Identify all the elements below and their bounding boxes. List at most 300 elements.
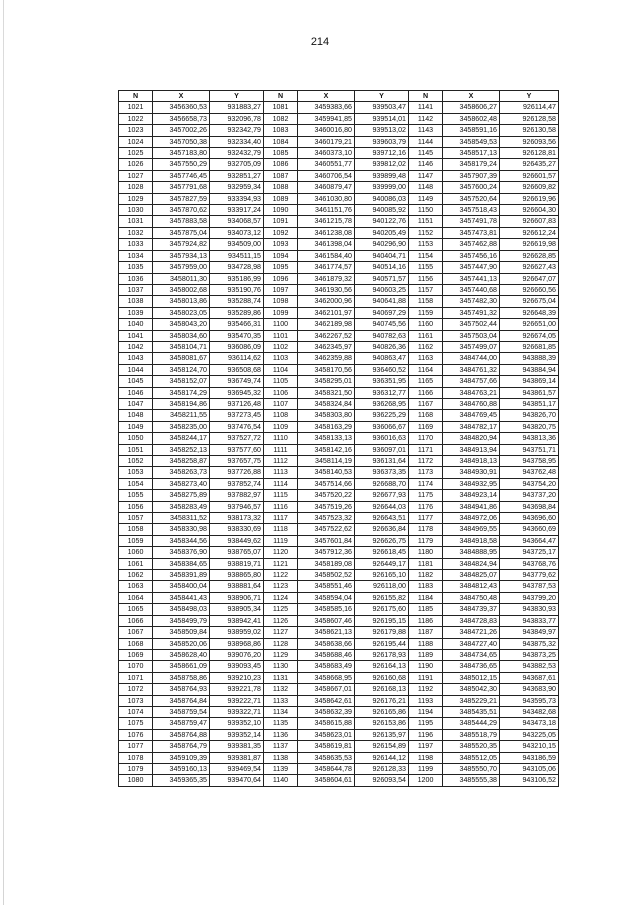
y-coordinate-cell: 943888,39 xyxy=(500,353,559,364)
x-coordinate-cell: 3485550,70 xyxy=(443,763,500,774)
y-coordinate-cell: 934511,15 xyxy=(210,250,264,261)
table-row xyxy=(119,535,559,546)
y-coordinate-cell: 926628,85 xyxy=(500,250,559,261)
y-coordinate-cell: 938905,34 xyxy=(210,604,264,615)
table-row xyxy=(119,421,559,432)
x-coordinate-cell: 3484761,32 xyxy=(443,364,500,375)
table-row xyxy=(119,513,559,524)
point-number-cell: 1031 xyxy=(119,216,153,227)
table-row xyxy=(119,684,559,695)
y-coordinate-cell: 926128,58 xyxy=(500,113,559,124)
table-row xyxy=(119,570,559,581)
y-coordinate-cell: 939812,02 xyxy=(355,159,409,170)
y-coordinate-cell: 939503,47 xyxy=(355,102,409,113)
x-coordinate-cell: 3457491,78 xyxy=(443,216,500,227)
point-number-cell: 1189 xyxy=(409,649,443,660)
y-coordinate-cell: 937726,88 xyxy=(210,467,264,478)
x-coordinate-cell: 3458324,84 xyxy=(298,398,355,409)
point-number-cell: 1157 xyxy=(409,284,443,295)
y-coordinate-cell: 926607,83 xyxy=(500,216,559,227)
y-coordinate-cell: 926609,82 xyxy=(500,182,559,193)
table-row xyxy=(119,638,559,649)
y-coordinate-cell: 926601,57 xyxy=(500,170,559,181)
coordinates-table xyxy=(118,90,559,787)
y-coordinate-cell: 937882,97 xyxy=(210,490,264,501)
point-number-cell: 1050 xyxy=(119,433,153,444)
y-coordinate-cell: 943595,73 xyxy=(500,695,559,706)
x-coordinate-cell: 3484820,94 xyxy=(443,433,500,444)
y-coordinate-cell: 939514,01 xyxy=(355,113,409,124)
x-coordinate-cell: 3458764,93 xyxy=(153,684,210,695)
point-number-cell: 1153 xyxy=(409,239,443,250)
column-header-x: X xyxy=(443,91,500,102)
y-coordinate-cell: 926675,04 xyxy=(500,296,559,307)
point-number-cell: 1094 xyxy=(264,250,298,261)
y-coordinate-cell: 926179,88 xyxy=(355,627,409,638)
y-coordinate-cell: 936131,64 xyxy=(355,456,409,467)
point-number-cell: 1038 xyxy=(119,296,153,307)
y-coordinate-cell: 932851,27 xyxy=(210,170,264,181)
x-coordinate-cell: 3485042,30 xyxy=(443,684,500,695)
point-number-cell: 1052 xyxy=(119,456,153,467)
point-number-cell: 1143 xyxy=(409,125,443,136)
y-coordinate-cell: 939603,79 xyxy=(355,136,409,147)
table-row xyxy=(119,205,559,216)
x-coordinate-cell: 3458321,50 xyxy=(298,387,355,398)
y-coordinate-cell: 943664,47 xyxy=(500,535,559,546)
x-coordinate-cell: 3458594,04 xyxy=(298,592,355,603)
table-row xyxy=(119,182,559,193)
x-coordinate-cell: 3458283,49 xyxy=(153,501,210,512)
y-coordinate-cell: 931883,27 xyxy=(210,102,264,113)
point-number-cell: 1134 xyxy=(264,706,298,717)
point-number-cell: 1021 xyxy=(119,102,153,113)
point-number-cell: 1059 xyxy=(119,535,153,546)
x-coordinate-cell: 3458311,52 xyxy=(153,513,210,524)
y-coordinate-cell: 938959,02 xyxy=(210,627,264,638)
point-number-cell: 1028 xyxy=(119,182,153,193)
point-number-cell: 1109 xyxy=(264,421,298,432)
table-row xyxy=(119,775,559,786)
x-coordinate-cell: 3458509,84 xyxy=(153,627,210,638)
x-coordinate-cell: 3484972,06 xyxy=(443,513,500,524)
table-row xyxy=(119,672,559,683)
x-coordinate-cell: 3462345,97 xyxy=(298,341,355,352)
x-coordinate-cell: 3458170,56 xyxy=(298,364,355,375)
y-coordinate-cell: 937527,72 xyxy=(210,433,264,444)
point-number-cell: 1138 xyxy=(264,752,298,763)
x-coordinate-cell: 3458604,61 xyxy=(298,775,355,786)
y-coordinate-cell: 943698,84 xyxy=(500,501,559,512)
y-coordinate-cell: 939469,54 xyxy=(210,763,264,774)
point-number-cell: 1062 xyxy=(119,570,153,581)
x-coordinate-cell: 3458081,67 xyxy=(153,353,210,364)
y-coordinate-cell: 943826,70 xyxy=(500,410,559,421)
point-number-cell: 1030 xyxy=(119,205,153,216)
point-number-cell: 1074 xyxy=(119,706,153,717)
y-coordinate-cell: 943779,62 xyxy=(500,570,559,581)
y-coordinate-cell: 935470,35 xyxy=(210,330,264,341)
point-number-cell: 1152 xyxy=(409,227,443,238)
point-number-cell: 1042 xyxy=(119,341,153,352)
y-coordinate-cell: 936086,09 xyxy=(210,341,264,352)
x-coordinate-cell: 3457002,26 xyxy=(153,125,210,136)
x-coordinate-cell: 3485012,15 xyxy=(443,672,500,683)
x-coordinate-cell: 3458615,88 xyxy=(298,718,355,729)
y-coordinate-cell: 936066,67 xyxy=(355,421,409,432)
y-coordinate-cell: 943762,48 xyxy=(500,467,559,478)
point-number-cell: 1093 xyxy=(264,239,298,250)
point-number-cell: 1120 xyxy=(264,547,298,558)
x-coordinate-cell: 3458502,52 xyxy=(298,570,355,581)
x-coordinate-cell: 3460879,47 xyxy=(298,182,355,193)
x-coordinate-cell: 3458211,55 xyxy=(153,410,210,421)
y-coordinate-cell: 926128,33 xyxy=(355,763,409,774)
x-coordinate-cell: 3484812,43 xyxy=(443,581,500,592)
y-coordinate-cell: 926681,85 xyxy=(500,341,559,352)
x-coordinate-cell: 3460706,54 xyxy=(298,170,355,181)
x-coordinate-cell: 3458520,06 xyxy=(153,638,210,649)
y-coordinate-cell: 943882,53 xyxy=(500,661,559,672)
x-coordinate-cell: 3484888,95 xyxy=(443,547,500,558)
y-coordinate-cell: 940404,71 xyxy=(355,250,409,261)
x-coordinate-cell: 3458668,95 xyxy=(298,672,355,683)
point-number-cell: 1029 xyxy=(119,193,153,204)
point-number-cell: 1060 xyxy=(119,547,153,558)
x-coordinate-cell: 3457514,66 xyxy=(298,478,355,489)
point-number-cell: 1188 xyxy=(409,638,443,649)
y-coordinate-cell: 939381,35 xyxy=(210,741,264,752)
y-coordinate-cell: 943884,94 xyxy=(500,364,559,375)
x-coordinate-cell: 3457482,30 xyxy=(443,296,500,307)
y-coordinate-cell: 934068,57 xyxy=(210,216,264,227)
table-row xyxy=(119,752,559,763)
x-coordinate-cell: 3484734,65 xyxy=(443,649,500,660)
point-number-cell: 1080 xyxy=(119,775,153,786)
point-number-cell: 1160 xyxy=(409,319,443,330)
x-coordinate-cell: 3458644,78 xyxy=(298,763,355,774)
y-coordinate-cell: 926165,86 xyxy=(355,706,409,717)
y-coordinate-cell: 943873,25 xyxy=(500,649,559,660)
x-coordinate-cell: 3485520,35 xyxy=(443,741,500,752)
y-coordinate-cell: 943725,17 xyxy=(500,547,559,558)
y-coordinate-cell: 938881,64 xyxy=(210,581,264,592)
y-coordinate-cell: 926644,03 xyxy=(355,501,409,512)
point-number-cell: 1199 xyxy=(409,763,443,774)
point-number-cell: 1159 xyxy=(409,307,443,318)
point-number-cell: 1133 xyxy=(264,695,298,706)
x-coordinate-cell: 3485555,38 xyxy=(443,775,500,786)
table-row xyxy=(119,741,559,752)
point-number-cell: 1156 xyxy=(409,273,443,284)
x-coordinate-cell: 3461215,78 xyxy=(298,216,355,227)
x-coordinate-cell: 3457456,16 xyxy=(443,250,500,261)
table-row xyxy=(119,376,559,387)
y-coordinate-cell: 926130,58 xyxy=(500,125,559,136)
x-coordinate-cell: 3458549,53 xyxy=(443,136,500,147)
y-coordinate-cell: 926144,12 xyxy=(355,752,409,763)
column-header-n: N xyxy=(409,91,443,102)
x-coordinate-cell: 3458642,61 xyxy=(298,695,355,706)
point-number-cell: 1148 xyxy=(409,182,443,193)
y-coordinate-cell: 936097,01 xyxy=(355,444,409,455)
point-number-cell: 1095 xyxy=(264,262,298,273)
column-header-y: Y xyxy=(355,91,409,102)
column-header-x: X xyxy=(298,91,355,102)
point-number-cell: 1151 xyxy=(409,216,443,227)
x-coordinate-cell: 3457502,44 xyxy=(443,319,500,330)
point-number-cell: 1051 xyxy=(119,444,153,455)
point-number-cell: 1190 xyxy=(409,661,443,672)
point-number-cell: 1078 xyxy=(119,752,153,763)
y-coordinate-cell: 937852,74 xyxy=(210,478,264,489)
y-coordinate-cell: 926165,10 xyxy=(355,570,409,581)
table-row xyxy=(119,604,559,615)
point-number-cell: 1166 xyxy=(409,387,443,398)
table-row xyxy=(119,558,559,569)
x-coordinate-cell: 3458591,16 xyxy=(443,125,500,136)
x-coordinate-cell: 3458635,53 xyxy=(298,752,355,763)
x-coordinate-cell: 3458621,13 xyxy=(298,627,355,638)
point-number-cell: 1174 xyxy=(409,478,443,489)
table-row xyxy=(119,296,559,307)
y-coordinate-cell: 932334,40 xyxy=(210,136,264,147)
y-coordinate-cell: 943737,20 xyxy=(500,490,559,501)
x-coordinate-cell: 3457791,68 xyxy=(153,182,210,193)
x-coordinate-cell: 3485444,29 xyxy=(443,718,500,729)
point-number-cell: 1121 xyxy=(264,558,298,569)
point-number-cell: 1140 xyxy=(264,775,298,786)
point-number-cell: 1186 xyxy=(409,615,443,626)
point-number-cell: 1090 xyxy=(264,205,298,216)
point-number-cell: 1035 xyxy=(119,262,153,273)
x-coordinate-cell: 3457050,38 xyxy=(153,136,210,147)
point-number-cell: 1142 xyxy=(409,113,443,124)
point-number-cell: 1024 xyxy=(119,136,153,147)
point-number-cell: 1172 xyxy=(409,456,443,467)
point-number-cell: 1100 xyxy=(264,319,298,330)
point-number-cell: 1089 xyxy=(264,193,298,204)
x-coordinate-cell: 3457518,43 xyxy=(443,205,500,216)
point-number-cell: 1081 xyxy=(264,102,298,113)
x-coordinate-cell: 3458498,03 xyxy=(153,604,210,615)
point-number-cell: 1192 xyxy=(409,684,443,695)
x-coordinate-cell: 3462189,98 xyxy=(298,319,355,330)
y-coordinate-cell: 926618,45 xyxy=(355,547,409,558)
x-coordinate-cell: 3458244,17 xyxy=(153,433,210,444)
x-coordinate-cell: 3457520,22 xyxy=(298,490,355,501)
x-coordinate-cell: 3460179,21 xyxy=(298,136,355,147)
x-coordinate-cell: 3457827,59 xyxy=(153,193,210,204)
x-coordinate-cell: 3484760,88 xyxy=(443,398,500,409)
point-number-cell: 1077 xyxy=(119,741,153,752)
x-coordinate-cell: 3458275,89 xyxy=(153,490,210,501)
x-coordinate-cell: 3461584,40 xyxy=(298,250,355,261)
y-coordinate-cell: 943851,17 xyxy=(500,398,559,409)
y-coordinate-cell: 938765,07 xyxy=(210,547,264,558)
point-number-cell: 1076 xyxy=(119,729,153,740)
table-row xyxy=(119,763,559,774)
y-coordinate-cell: 926677,93 xyxy=(355,490,409,501)
table-row xyxy=(119,227,559,238)
y-coordinate-cell: 926604,30 xyxy=(500,205,559,216)
point-number-cell: 1056 xyxy=(119,501,153,512)
table-row xyxy=(119,524,559,535)
point-number-cell: 1167 xyxy=(409,398,443,409)
table-row xyxy=(119,490,559,501)
point-number-cell: 1122 xyxy=(264,570,298,581)
point-number-cell: 1023 xyxy=(119,125,153,136)
column-header-y: Y xyxy=(500,91,559,102)
y-coordinate-cell: 932342,79 xyxy=(210,125,264,136)
table-header-row xyxy=(119,91,559,102)
y-coordinate-cell: 926176,21 xyxy=(355,695,409,706)
y-coordinate-cell: 938173,32 xyxy=(210,513,264,524)
x-coordinate-cell: 3457440,68 xyxy=(443,284,500,295)
point-number-cell: 1111 xyxy=(264,444,298,455)
y-coordinate-cell: 939999,00 xyxy=(355,182,409,193)
point-number-cell: 1132 xyxy=(264,684,298,695)
point-number-cell: 1049 xyxy=(119,421,153,432)
x-coordinate-cell: 3458163,29 xyxy=(298,421,355,432)
point-number-cell: 1026 xyxy=(119,159,153,170)
x-coordinate-cell: 3457447,90 xyxy=(443,262,500,273)
table-row xyxy=(119,341,559,352)
x-coordinate-cell: 3458602,48 xyxy=(443,113,500,124)
x-coordinate-cell: 3457934,13 xyxy=(153,250,210,261)
y-coordinate-cell: 939899,48 xyxy=(355,170,409,181)
x-coordinate-cell: 3459160,13 xyxy=(153,763,210,774)
y-coordinate-cell: 940086,03 xyxy=(355,193,409,204)
point-number-cell: 1054 xyxy=(119,478,153,489)
point-number-cell: 1085 xyxy=(264,148,298,159)
point-number-cell: 1082 xyxy=(264,113,298,124)
table-row xyxy=(119,627,559,638)
point-number-cell: 1150 xyxy=(409,205,443,216)
x-coordinate-cell: 3458661,09 xyxy=(153,661,210,672)
x-coordinate-cell: 3458303,80 xyxy=(298,410,355,421)
point-number-cell: 1147 xyxy=(409,170,443,181)
y-coordinate-cell: 939352,10 xyxy=(210,718,264,729)
y-coordinate-cell: 926128,81 xyxy=(500,148,559,159)
x-coordinate-cell: 3457601,84 xyxy=(298,535,355,546)
point-number-cell: 1099 xyxy=(264,307,298,318)
x-coordinate-cell: 3458330,98 xyxy=(153,524,210,535)
y-coordinate-cell: 926154,89 xyxy=(355,741,409,752)
point-number-cell: 1181 xyxy=(409,558,443,569)
y-coordinate-cell: 935190,76 xyxy=(210,284,264,295)
y-coordinate-cell: 939513,02 xyxy=(355,125,409,136)
point-number-cell: 1096 xyxy=(264,273,298,284)
y-coordinate-cell: 943833,77 xyxy=(500,615,559,626)
point-number-cell: 1027 xyxy=(119,170,153,181)
y-coordinate-cell: 936460,52 xyxy=(355,364,409,375)
point-number-cell: 1187 xyxy=(409,627,443,638)
point-number-cell: 1104 xyxy=(264,364,298,375)
x-coordinate-cell: 3458759,47 xyxy=(153,718,210,729)
y-coordinate-cell: 939210,23 xyxy=(210,672,264,683)
page-number: 214 xyxy=(310,36,330,48)
point-number-cell: 1194 xyxy=(409,706,443,717)
table-row xyxy=(119,398,559,409)
y-coordinate-cell: 938906,71 xyxy=(210,592,264,603)
point-number-cell: 1178 xyxy=(409,524,443,535)
point-number-cell: 1195 xyxy=(409,718,443,729)
x-coordinate-cell: 3458683,49 xyxy=(298,661,355,672)
y-coordinate-cell: 943473,18 xyxy=(500,718,559,729)
point-number-cell: 1044 xyxy=(119,364,153,375)
x-coordinate-cell: 3458623,01 xyxy=(298,729,355,740)
table-row xyxy=(119,353,559,364)
table-body xyxy=(119,102,559,786)
point-number-cell: 1196 xyxy=(409,729,443,740)
point-number-cell: 1041 xyxy=(119,330,153,341)
point-number-cell: 1053 xyxy=(119,467,153,478)
point-number-cell: 1055 xyxy=(119,490,153,501)
point-number-cell: 1173 xyxy=(409,467,443,478)
y-coordinate-cell: 938819,71 xyxy=(210,558,264,569)
y-coordinate-cell: 926449,17 xyxy=(355,558,409,569)
x-coordinate-cell: 3456360,53 xyxy=(153,102,210,113)
y-coordinate-cell: 926636,84 xyxy=(355,524,409,535)
point-number-cell: 1139 xyxy=(264,763,298,774)
x-coordinate-cell: 3458376,90 xyxy=(153,547,210,558)
x-coordinate-cell: 3458023,05 xyxy=(153,307,210,318)
point-number-cell: 1116 xyxy=(264,501,298,512)
x-coordinate-cell: 3484736,65 xyxy=(443,661,500,672)
point-number-cell: 1117 xyxy=(264,513,298,524)
table-row xyxy=(119,307,559,318)
table-row xyxy=(119,433,559,444)
point-number-cell: 1069 xyxy=(119,649,153,660)
point-number-cell: 1079 xyxy=(119,763,153,774)
x-coordinate-cell: 3458252,13 xyxy=(153,444,210,455)
table-row xyxy=(119,410,559,421)
x-coordinate-cell: 3457183,80 xyxy=(153,148,210,159)
point-number-cell: 1168 xyxy=(409,410,443,421)
x-coordinate-cell: 3459109,39 xyxy=(153,752,210,763)
y-coordinate-cell: 939381,87 xyxy=(210,752,264,763)
column-header-n: N xyxy=(264,91,298,102)
x-coordinate-cell: 3457600,24 xyxy=(443,182,500,193)
table-row xyxy=(119,170,559,181)
point-number-cell: 1184 xyxy=(409,592,443,603)
y-coordinate-cell: 926114,47 xyxy=(500,102,559,113)
y-coordinate-cell: 943105,06 xyxy=(500,763,559,774)
x-coordinate-cell: 3461398,04 xyxy=(298,239,355,250)
table-row xyxy=(119,125,559,136)
y-coordinate-cell: 940122,76 xyxy=(355,216,409,227)
point-number-cell: 1171 xyxy=(409,444,443,455)
x-coordinate-cell: 3458585,16 xyxy=(298,604,355,615)
y-coordinate-cell: 937273,45 xyxy=(210,410,264,421)
y-coordinate-cell: 943758,95 xyxy=(500,456,559,467)
point-number-cell: 1040 xyxy=(119,319,153,330)
x-coordinate-cell: 3457522,62 xyxy=(298,524,355,535)
page-edge-line xyxy=(3,0,4,905)
y-coordinate-cell: 926648,39 xyxy=(500,307,559,318)
table-row xyxy=(119,273,559,284)
x-coordinate-cell: 3457523,32 xyxy=(298,513,355,524)
point-number-cell: 1149 xyxy=(409,193,443,204)
table-row xyxy=(119,284,559,295)
point-number-cell: 1075 xyxy=(119,718,153,729)
x-coordinate-cell: 3458140,53 xyxy=(298,467,355,478)
x-coordinate-cell: 3457473,81 xyxy=(443,227,500,238)
point-number-cell: 1197 xyxy=(409,741,443,752)
y-coordinate-cell: 940296,90 xyxy=(355,239,409,250)
x-coordinate-cell: 3457907,39 xyxy=(443,170,500,181)
